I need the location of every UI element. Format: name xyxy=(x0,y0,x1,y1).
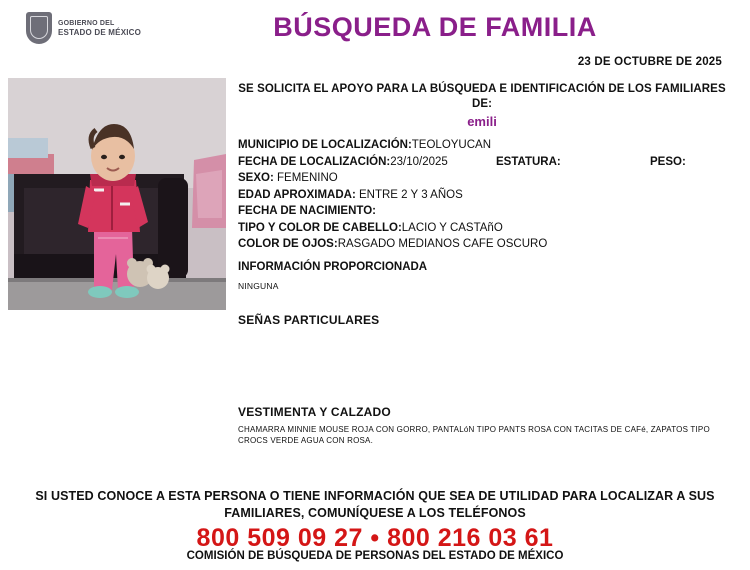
footer-organization: COMISIÓN DE BÚSQUEDA DE PERSONAS DEL ESTADO DE MÉXICO xyxy=(186,550,564,562)
municipio-label: MUNICIPIO DE LOCALIZACIÓN: xyxy=(238,139,412,151)
edad-label: EDAD APROXIMADA: xyxy=(238,188,356,201)
request-text: SE SOLICITA EL APOYO PARA LA BÚSQUEDA E IDENTIFICACIÓN DE LOS FAMILIARES DE: xyxy=(238,83,726,110)
peso-label: PESO: xyxy=(650,155,686,168)
logo-line-1: GOBIERNO DEL xyxy=(58,20,115,27)
ojos-value: RASGADO MEDIANOS CAFE OSCURO xyxy=(337,238,548,250)
fecha-localizacion-value: 23/10/2025 xyxy=(390,155,448,168)
estatura-label: ESTATURA: xyxy=(496,155,561,168)
sexo-value: FEMENINO xyxy=(277,172,338,184)
detail-edad xyxy=(238,187,738,204)
footer-phone-numbers[interactable]: 800 509 09 27 • 800 216 03 61 xyxy=(196,524,554,552)
page-title: BÚSQUEDA DE FAMILIA xyxy=(273,12,597,42)
detail-municipio xyxy=(238,137,738,154)
vestimenta-value: CHAMARRA MINNIE MOUSE ROJA CON GORRO, PANTALóN TIPO PANTS ROSA CON TACITAS DE CAFé, ZAPATOS TIPO CROCS VERDE AGUA CON ROSA. xyxy=(238,425,710,445)
photo-illustration xyxy=(8,78,226,310)
logo-line-2: ESTADO DE MÉXICO xyxy=(58,28,142,37)
senas-particulares-title: SEÑAS PARTICULARES xyxy=(238,313,380,327)
cabello-value: LACIO Y CASTAñO xyxy=(401,221,503,234)
fecha-localizacion-label: FECHA DE LOCALIZACIÓN: xyxy=(238,155,391,168)
detail-fecha-localizacion xyxy=(238,154,738,171)
ojos-label: COLOR DE OJOS: xyxy=(238,238,338,250)
poster-header xyxy=(0,0,750,68)
footer-call-text: SI USTED CONOCE A ESTA PERSONA O TIENE INFORMACIÓN QUE SEA DE UTILIDAD PARA LOCALIZAR A SUS FAMILIARES, COMUNÍQUESE A LOS TELÉFONOS xyxy=(35,489,715,520)
detail-peso xyxy=(650,154,686,171)
poster-date: 23 DE OCTUBRE DE 2025 xyxy=(577,56,722,68)
person-name: emili xyxy=(467,114,497,129)
vestimenta-title: VESTIMENTA Y CALZADO xyxy=(238,405,391,419)
informacion-label: INFORMACIÓN PROPORCIONADA xyxy=(238,260,428,273)
municipio-value: TEOLOYUCAN xyxy=(411,139,492,151)
detail-ojos xyxy=(238,236,738,253)
edad-value: ENTRE 2 Y 3 AÑOS xyxy=(358,188,463,201)
sexo-label: SEXO: xyxy=(238,172,274,184)
detail-fecha-nacimiento xyxy=(238,203,738,220)
informacion-value: NINGUNA xyxy=(238,281,279,291)
detail-sexo xyxy=(238,170,738,187)
cabello-label: TIPO Y COLOR DE CABELLO: xyxy=(238,221,402,234)
detail-estatura xyxy=(496,154,561,171)
detail-cabello xyxy=(238,220,738,237)
fecha-nacimiento-label: FECHA DE NACIMIENTO: xyxy=(238,205,376,217)
person-photo xyxy=(8,78,226,310)
details-block xyxy=(238,137,738,295)
